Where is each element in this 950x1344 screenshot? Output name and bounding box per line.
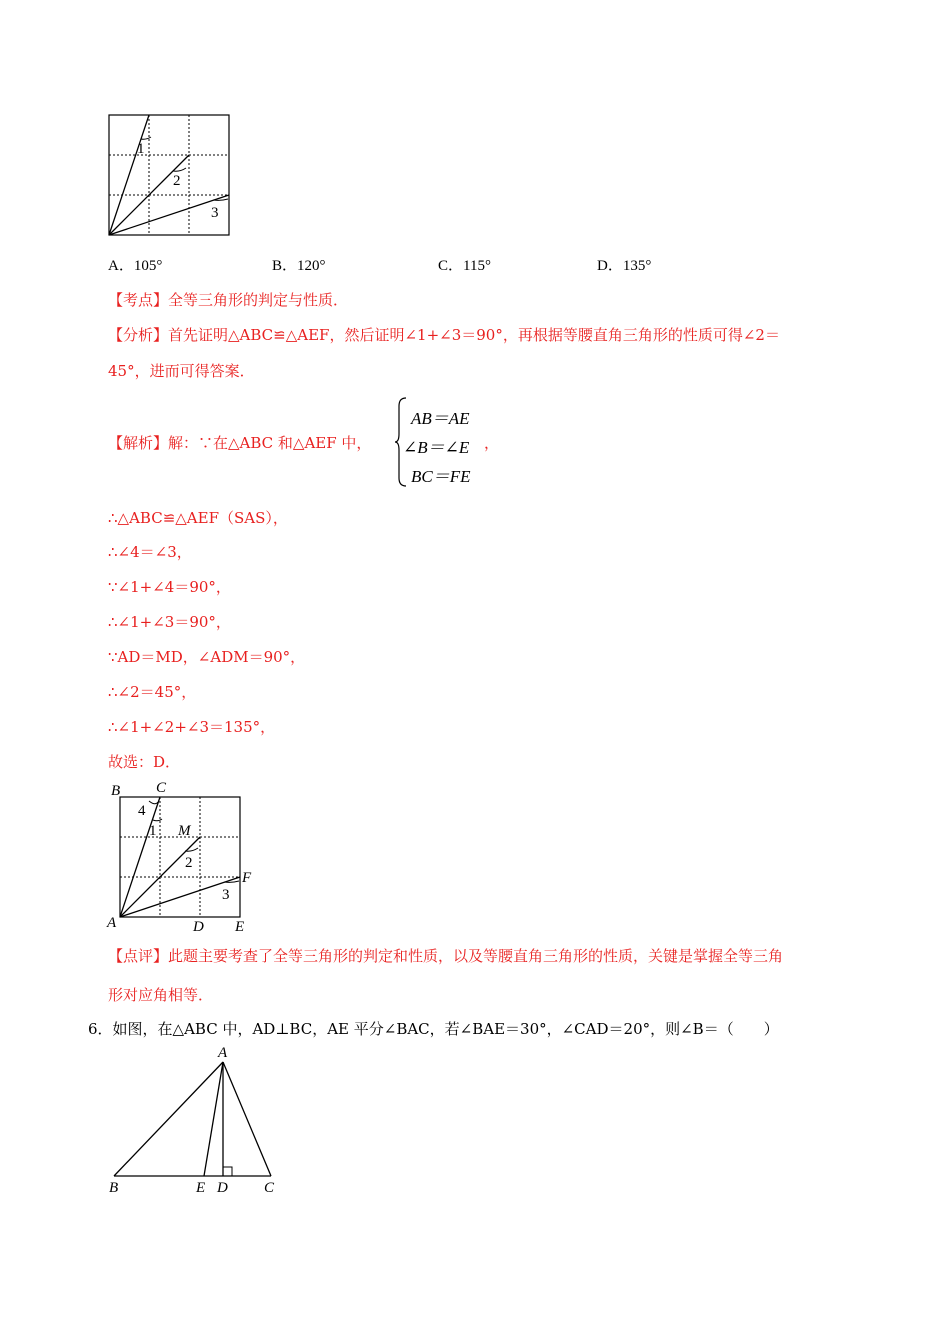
kaodian-text: 全等三角形的判定与性质． (168, 291, 349, 309)
step-5: ∵AD＝MD，∠ADM＝90°， (108, 648, 306, 666)
question-6 (88, 1018, 779, 1039)
vertex-label-c: C (264, 1180, 275, 1196)
dianping-text-continued: 形对应角相等． (108, 986, 214, 1004)
figure-labeled-grid (100, 776, 260, 936)
jiexi-intro-text: 解：∵在△ABC 和△AEF 中， (168, 434, 372, 452)
option-letter: A． (108, 258, 134, 274)
grid2-arcs (149, 801, 239, 882)
fenxi-text-continued: 45°，进而可得答案． (108, 362, 255, 380)
option-d (597, 254, 651, 275)
fenxi-line-1 (108, 324, 780, 345)
option-letter: C． (438, 258, 464, 274)
option-value: 120° (297, 258, 326, 274)
option-a (108, 254, 162, 275)
point-label-e3: E (196, 1180, 206, 1196)
step-3: ∵∠1+∠4＝90°， (108, 578, 231, 596)
dianping-tag: 【点评】 (108, 947, 169, 965)
point-label-b: B (111, 783, 121, 799)
vertex-label-b: B (109, 1180, 119, 1196)
step-7: ∴∠1+∠2+∠3＝135°， (108, 718, 276, 736)
point-label-f: F (242, 870, 252, 886)
kaodian-line (108, 289, 348, 310)
vertex-label-a: A (218, 1045, 228, 1061)
jiexi-tag: 【解析】 (108, 434, 169, 452)
dianping-line-1 (108, 945, 783, 966)
fenxi-text: 首先证明△ABC≌△AEF，然后证明∠1+∠3＝90°，再根据等腰直角三角形的性质可得∠2＝ (168, 326, 780, 344)
system-eq-3: BC＝FE (411, 467, 471, 486)
fenxi-line-2 (108, 360, 255, 381)
question-number: 6． (88, 1020, 113, 1038)
option-letter: D． (597, 258, 623, 274)
figure-triangle-abc (100, 1040, 290, 1200)
angle-label-2b: 2 (185, 855, 193, 871)
option-letter: B． (272, 258, 298, 274)
angle-label-3b: 3 (222, 887, 230, 903)
option-value: 105° (133, 258, 163, 274)
angle-label-2: 2 (173, 173, 181, 189)
option-c (438, 254, 491, 275)
step-2: ∴∠4＝∠3， (108, 543, 192, 561)
step-8: 故选：D． (108, 753, 181, 771)
step-1: ∴△ABC≌△AEF（SAS）， (108, 509, 288, 527)
angle-label-1: 1 (137, 141, 145, 157)
system-eq-1: AB＝AE (411, 409, 470, 428)
angle-label-3: 3 (211, 205, 219, 221)
figure-grid-angles (100, 108, 240, 243)
system-trailing-comma: ， (484, 434, 500, 452)
system-eq-2: ∠B＝∠E (403, 438, 470, 457)
option-value: 115° (463, 258, 491, 274)
point-label-d: D (193, 919, 204, 935)
fenxi-tag: 【分析】 (108, 326, 169, 344)
point-label-a: A (107, 915, 117, 931)
option-b (272, 254, 326, 275)
dianping-line-2 (108, 984, 213, 1005)
triangle-lines (114, 1062, 271, 1176)
jiexi-intro (108, 432, 371, 453)
dianping-text: 此题主要考查了全等三角形的判定和性质，以及等腰直角三角形的性质，关键是掌握全等三角 (168, 947, 784, 965)
point-label-d3: D (217, 1180, 228, 1196)
point-label-c: C (156, 780, 167, 796)
point-label-e: E (235, 919, 245, 935)
angle-label-1b: 1 (149, 823, 157, 839)
step-4: ∴∠1+∠3＝90°， (108, 613, 231, 631)
point-label-m: M (178, 823, 191, 839)
question-text: 如图，在△ABC 中，AD⊥BC，AE 平分∠BAC，若∠BAE＝30°，∠CAD＝20°，则∠B＝（ ） (112, 1020, 779, 1038)
right-angle-mark (223, 1167, 232, 1176)
option-value: 135° (622, 258, 652, 274)
kaodian-tag: 【考点】 (108, 291, 169, 309)
angle-label-4: 4 (138, 803, 146, 819)
step-6: ∴∠2＝45°， (108, 683, 197, 701)
